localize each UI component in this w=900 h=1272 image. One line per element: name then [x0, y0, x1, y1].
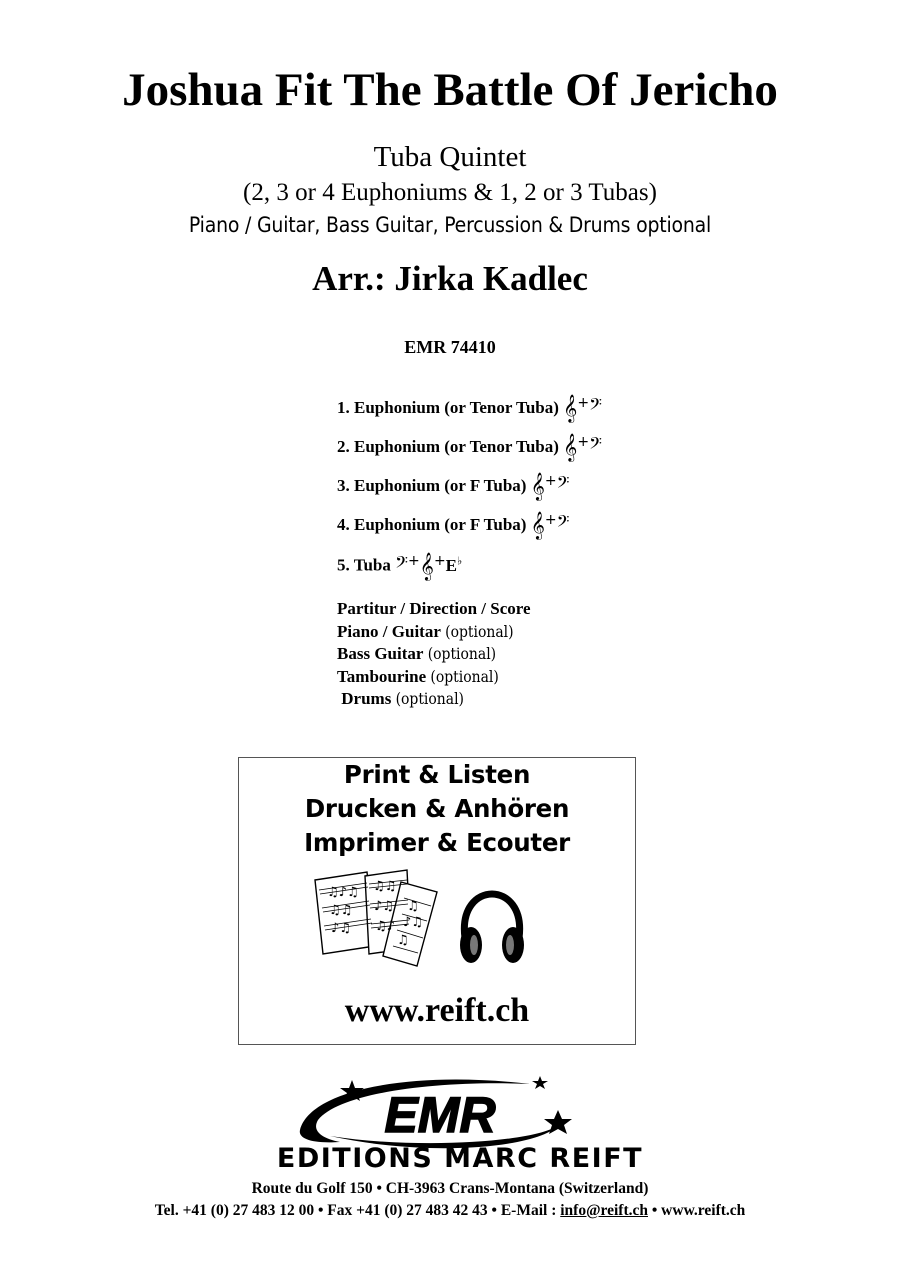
svg-text:♫♫: ♫♫ [373, 879, 397, 894]
material-item: Drums (optional) [341, 689, 464, 708]
part-item [337, 390, 602, 429]
headphones-icon [457, 890, 527, 966]
svg-text:EMR: EMR [384, 1087, 496, 1143]
svg-text:♪♫: ♪♫ [331, 921, 351, 936]
treble-bass-clef-icon: 𝄞+𝄢 [563, 394, 602, 422]
publisher-contact: Tel. +41 (0) 27 483 12 00 • Fax +41 (0) 27 483 42 43 • E-Mail : info@reift.ch • www.reift.ch [154, 1202, 746, 1219]
emr-logo [240, 1072, 680, 1172]
promo-line-en: Print & Listen [343, 760, 531, 789]
treble-bass-clef-icon: 𝄞+𝄢 [530, 511, 570, 539]
part-label: 2. Euphonium (or Tenor Tuba) [337, 437, 559, 456]
parts-list [337, 390, 602, 585]
material-item: Tambourine (optional) [337, 666, 499, 686]
email-link[interactable]: info@reift.ch [560, 1202, 648, 1219]
promo-line-de: Drucken & Anhören [304, 794, 570, 823]
part-item [337, 546, 602, 585]
optional-instruments: Piano / Guitar, Bass Guitar, Percussion & Drums optional [188, 213, 712, 237]
svg-text:EDITIONS MARC REIFT: EDITIONS MARC REIFT [276, 1143, 644, 1172]
part-label: 5. Tuba [337, 555, 391, 575]
svg-text:♫: ♫ [397, 933, 409, 948]
svg-text:♫♪♫: ♫♪♫ [327, 885, 359, 900]
bass-treble-clef-icon: 𝄢+𝄞+ [395, 551, 446, 580]
eflat-label: E♭ [445, 555, 463, 575]
svg-text:♪♫: ♪♫ [374, 899, 394, 914]
material-item: Partitur / Direction / Score [337, 599, 531, 618]
part-item [337, 468, 602, 507]
print-listen-box[interactable] [238, 757, 636, 1045]
part-item [337, 429, 602, 468]
part-item [337, 507, 602, 546]
publisher-address: Route du Golf 150 • CH-3963 Crans-Montana (Switzerland) [251, 1180, 649, 1197]
svg-text:♫: ♫ [407, 899, 419, 914]
promo-line-fr: Imprimer & Ecouter [304, 828, 570, 857]
promo-url-link[interactable]: www.reift.ch [344, 992, 530, 1029]
subtitle: Tuba Quintet [373, 141, 527, 173]
svg-text:♪♫: ♪♫ [403, 915, 423, 930]
instrumentation: (2, 3 or 4 Euphoniums & 1, 2 or 3 Tubas) [243, 179, 657, 206]
treble-bass-clef-icon: 𝄞+𝄢 [530, 472, 570, 500]
materials-list [337, 598, 531, 711]
svg-text:♫♪: ♫♪ [375, 919, 395, 934]
material-item: Piano / Guitar (optional) [337, 621, 514, 641]
arranger: Arr.: Jirka Kadlec [312, 259, 588, 298]
sheet-music-icon [309, 868, 443, 968]
material-item: Bass Guitar (optional) [337, 644, 497, 663]
part-label: 1. Euphonium (or Tenor Tuba) [337, 398, 559, 417]
treble-bass-clef-icon: 𝄞+𝄢 [563, 433, 602, 461]
svg-text:♫♫: ♫♫ [329, 903, 353, 918]
part-label: 3. Euphonium (or F Tuba) [337, 476, 527, 495]
part-label: 4. Euphonium (or F Tuba) [337, 515, 527, 534]
page-title: Joshua Fit The Battle Of Jericho [122, 64, 778, 116]
catalog-number: EMR 74410 [404, 337, 496, 357]
